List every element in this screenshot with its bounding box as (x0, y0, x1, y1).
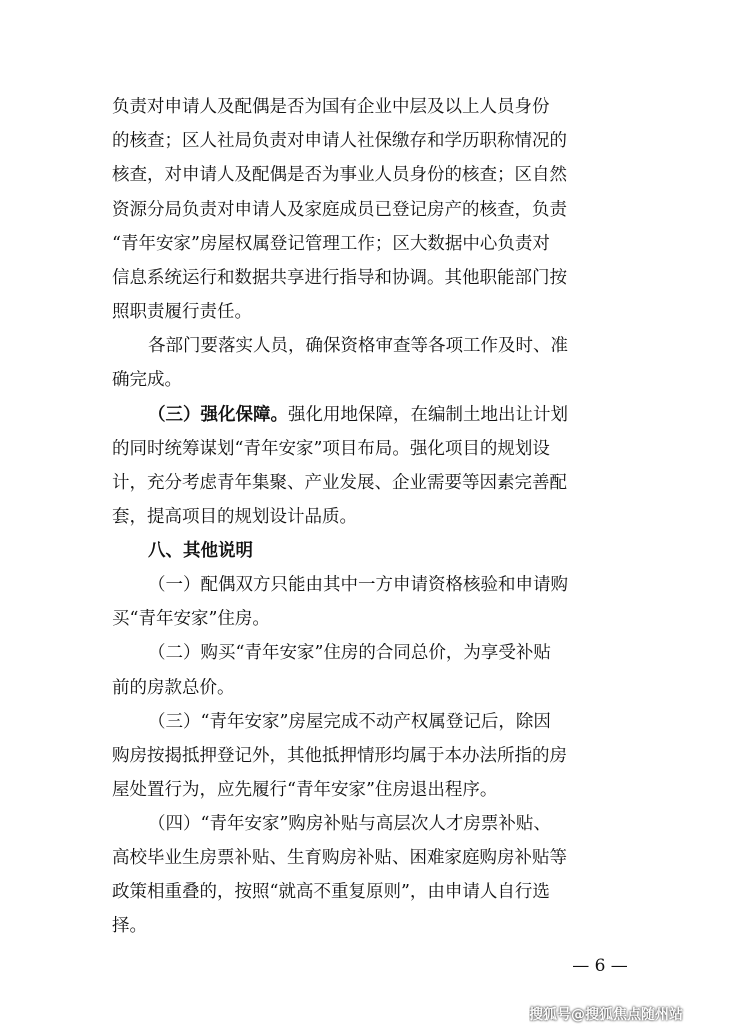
text-line: 计，充分考虑青年集聚、产业发展、企业需要等因素完善配 (112, 473, 567, 493)
text-line: 前的房款总价。 (112, 678, 235, 698)
text-line: 择。 (112, 916, 147, 936)
text-line: 政策相重叠的，按照“就高不重复原则”，由申请人自行选 (112, 882, 550, 902)
text-line: 核查，对申请人及配偶是否为事业人员身份的核查；区自然 (112, 165, 567, 185)
text-line: 各部门要落实人员，确保资格审查等各项工作及时、准 (148, 336, 568, 356)
text-line: 高校毕业生房票补贴、生育购房补贴、困难家庭购房补贴等 (112, 848, 567, 868)
text-line: 照职责履行责任。 (112, 302, 252, 322)
text-line: 屋处置行为，应先履行“青年安家”住房退出程序。 (112, 780, 498, 800)
text-line: （一）配偶双方只能由其中一方申请资格核验和申请购 (148, 575, 568, 595)
section-3-text: 强化用地保障，在编制土地出让计划 (288, 405, 568, 425)
text-line: （四）“青年安家”购房补贴与高层次人才房票补贴、 (148, 814, 551, 834)
section-3-heading: （三）强化保障。 (148, 405, 288, 425)
text-line: 的核查；区人社局负责对申请人社保缴存和学历职称情况的 (112, 131, 567, 151)
section-8-heading: 八、其他说明 (148, 541, 253, 561)
source-watermark: 搜狐号@搜狐焦点随州站 (529, 1007, 683, 1023)
text-line: “青年安家”房屋权属登记管理工作；区大数据中心负责对 (112, 234, 550, 254)
text-line: 买“青年安家”住房。 (112, 609, 270, 629)
text-line: 的同时统筹谋划“青年安家”项目布局。强化项目的规划设 (112, 439, 550, 459)
text-line: （三）“青年安家”房屋完成不动产权属登记后，除因 (148, 712, 551, 732)
text-line: 购房按揭抵押登记外，其他抵押情形均属于本办法所指的房 (112, 746, 567, 766)
text-line: 资源分局负责对申请人及家庭成员已登记房产的核查，负责 (112, 200, 567, 220)
section-3-paragraph (148, 400, 632, 430)
text-line: 确完成。 (112, 370, 182, 390)
text-line: 信息系统运行和数据共享进行指导和协调。其他职能部门按 (112, 268, 567, 288)
text-line: 负责对申请人及配偶是否为国有企业中层及以上人员身份 (112, 97, 550, 117)
page-number: — 6 — (572, 956, 628, 976)
text-line: 套，提高项目的规划设计品质。 (112, 507, 357, 527)
text-line: （二）购买“青年安家”住房的合同总价，为享受补贴 (148, 643, 551, 663)
